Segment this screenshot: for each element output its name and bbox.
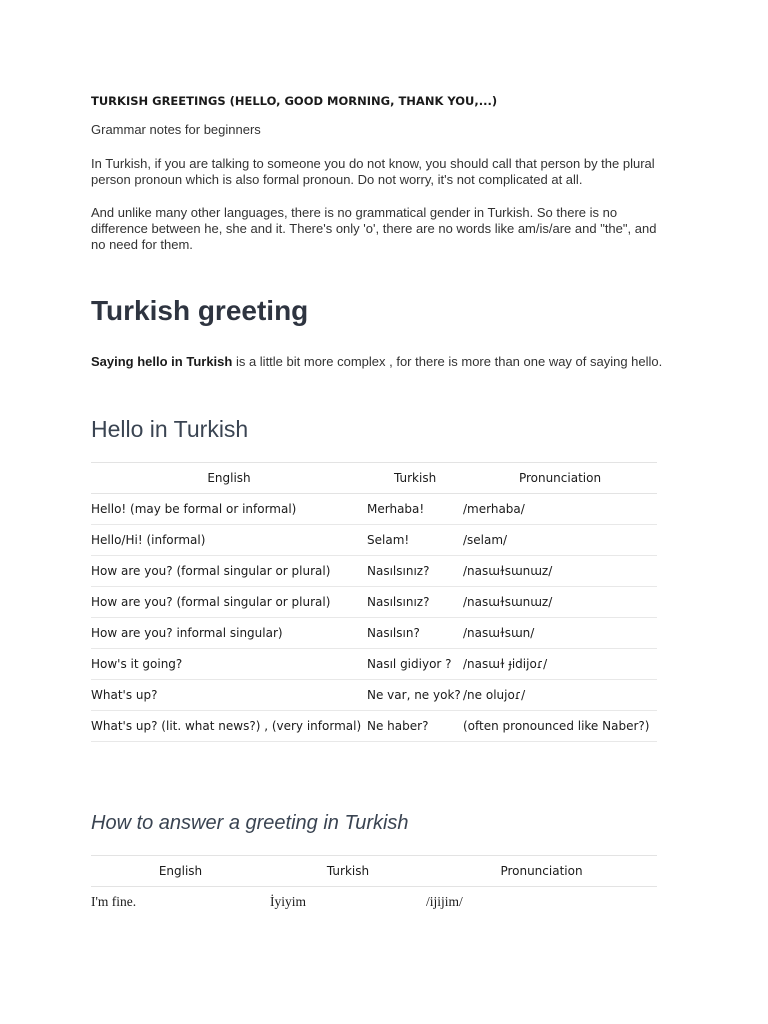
intro-bold-text: Saying hello in Turkish bbox=[91, 354, 233, 369]
document-subtitle: Grammar notes for beginners bbox=[91, 122, 261, 137]
cell-turkish: Selam! bbox=[367, 525, 463, 556]
cell-english: How's it going? bbox=[91, 649, 367, 680]
table-row bbox=[91, 649, 657, 680]
cell-pronunciation: /nasɯɫsɯnɯz/ bbox=[463, 556, 657, 587]
intro-rest-text: is a little bit more complex , for there is more than one way of saying hello. bbox=[232, 354, 663, 369]
cell-pronunciation: (often pronounced like Naber?) bbox=[463, 711, 657, 742]
document-title: TURKISH GREETINGS (HELLO, GOOD MORNING, THANK YOU,...) bbox=[91, 94, 498, 108]
cell-pronunciation: /ijijim/ bbox=[426, 894, 463, 909]
cell-turkish: Ne var, ne yok? bbox=[367, 680, 463, 711]
answer-table bbox=[91, 855, 657, 917]
cell-english: What's up? bbox=[91, 680, 367, 711]
cell-turkish: Nasılsınız? bbox=[367, 587, 463, 618]
column-header-english: English bbox=[91, 463, 367, 494]
table-row bbox=[91, 587, 657, 618]
cell-turkish: Ne haber? bbox=[367, 711, 463, 742]
table-header-row bbox=[91, 856, 657, 887]
section-heading-turkish-greeting: Turkish greeting bbox=[91, 295, 309, 326]
column-header-turkish: Turkish bbox=[367, 463, 463, 494]
cell-turkish: İyiyim bbox=[270, 894, 306, 909]
table-row bbox=[91, 494, 657, 525]
cell-english: What's up? (lit. what news?) , (very informal) bbox=[91, 711, 367, 742]
column-header-pronunciation: Pronunciation bbox=[426, 856, 657, 887]
table-row bbox=[91, 711, 657, 742]
table-header-row bbox=[91, 463, 657, 494]
cell-turkish: Nasılsın? bbox=[367, 618, 463, 649]
cell-pronunciation: /nasɯɫsɯn/ bbox=[463, 618, 657, 649]
paragraph-formal-pronoun: In Turkish, if you are talking to someone you do not know, you should call that person by the plural person pronoun which is also formal pronoun. Do not worry, it's not complicated at all. bbox=[91, 156, 655, 187]
cell-pronunciation: /merhaba/ bbox=[463, 494, 657, 525]
cell-pronunciation: /nasɯɫsɯnɯz/ bbox=[463, 587, 657, 618]
cell-english: How are you? (formal singular or plural) bbox=[91, 556, 367, 587]
section-heading-hello: Hello in Turkish bbox=[91, 416, 249, 442]
column-header-english: English bbox=[91, 856, 270, 887]
table-row bbox=[91, 887, 657, 918]
hello-table bbox=[91, 462, 657, 742]
cell-english: How are you? (formal singular or plural) bbox=[91, 587, 367, 618]
table-row bbox=[91, 618, 657, 649]
cell-turkish: Nasıl gidiyor ? bbox=[367, 649, 463, 680]
intro-text bbox=[91, 354, 662, 369]
cell-pronunciation: /selam/ bbox=[463, 525, 657, 556]
cell-english: I'm fine. bbox=[91, 894, 137, 909]
cell-pronunciation: /nasɯɫ ɟidijoɾ/ bbox=[463, 649, 657, 680]
cell-english: Hello! (may be formal or informal) bbox=[91, 494, 367, 525]
column-header-pronunciation: Pronunciation bbox=[463, 463, 657, 494]
section-heading-answer: How to answer a greeting in Turkish bbox=[91, 812, 409, 834]
cell-english: Hello/Hi! (informal) bbox=[91, 525, 367, 556]
cell-turkish: Nasılsınız? bbox=[367, 556, 463, 587]
table-row bbox=[91, 680, 657, 711]
table-row bbox=[91, 525, 657, 556]
cell-english: How are you? informal singular) bbox=[91, 618, 367, 649]
cell-pronunciation: /ne olujoɾ/ bbox=[463, 680, 657, 711]
cell-turkish: Merhaba! bbox=[367, 494, 463, 525]
paragraph-gender: And unlike many other languages, there is no grammatical gender in Turkish. So there is no difference between he, she and it. There's only 'o', there are no words like am/is/are and "the", and no need for them. bbox=[91, 205, 657, 252]
column-header-turkish: Turkish bbox=[270, 856, 426, 887]
table-row bbox=[91, 556, 657, 587]
